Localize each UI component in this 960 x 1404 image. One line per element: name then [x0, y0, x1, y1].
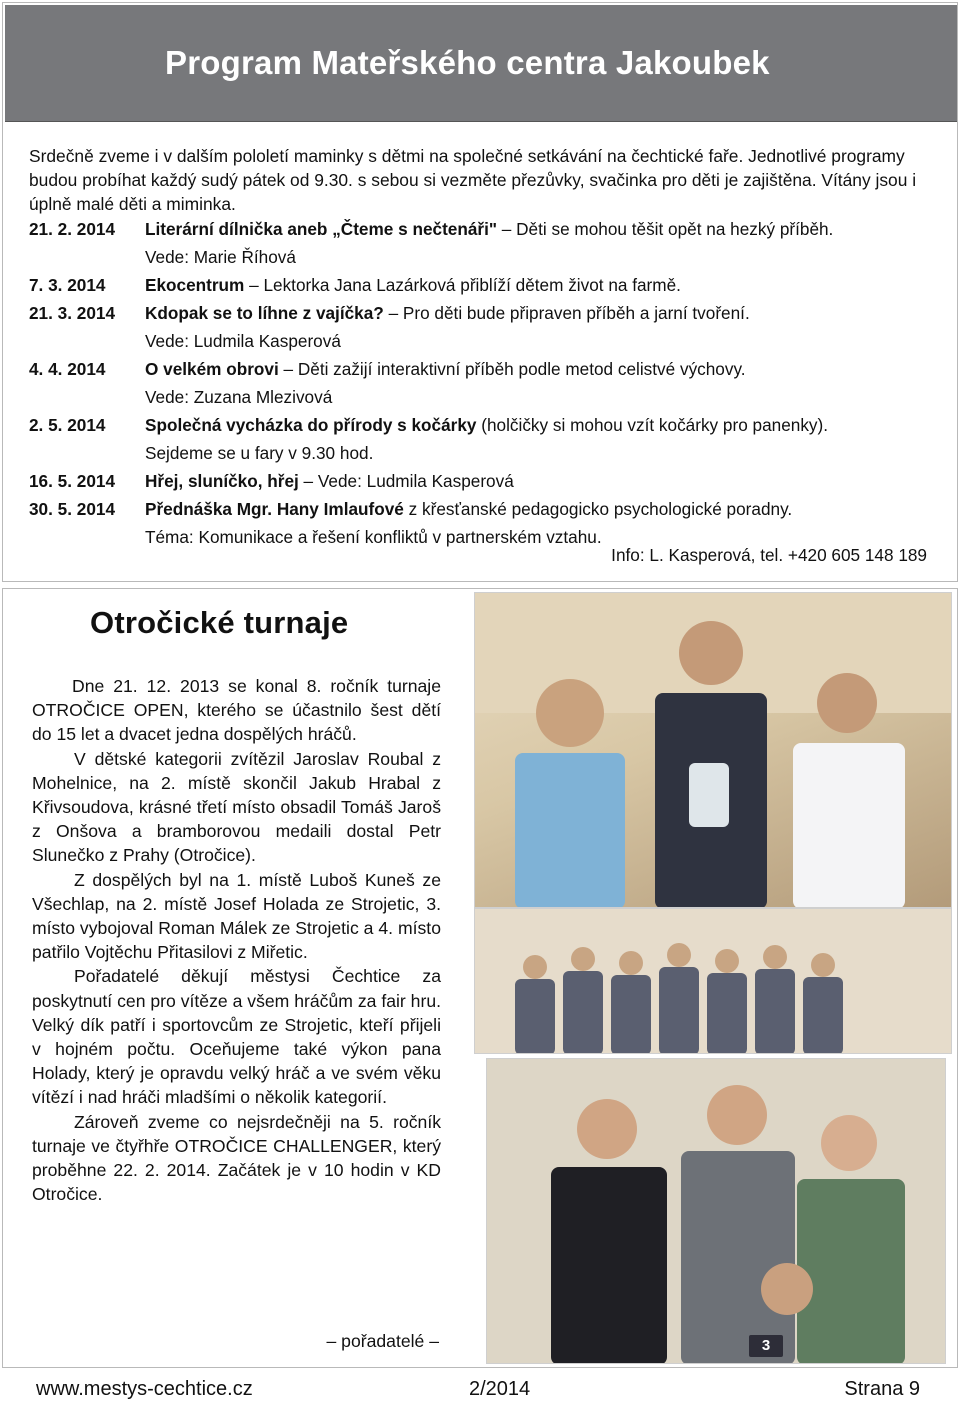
footer-page-number: Strana 9 — [844, 1378, 920, 1400]
article-paragraph: Pořadatelé děkují městysi Čechtice za poskytnutí cen pro vítěze a všem hráčům za fair hru. Velký dík patří i sportovcům ze Strojetic, kteří přijeli v hojném počtu. Oceňujeme také výkon pana Holady, který je opravdu velký hráč a ve svém věku vítězí i nad hráči mladšími o několik kategorií. — [32, 966, 441, 1108]
program-row — [29, 440, 934, 468]
program-row — [29, 216, 934, 244]
program-row — [29, 300, 934, 328]
footer-issue: 2/2014 — [469, 1378, 531, 1400]
article-paragraph: Zároveň zveme co nejsrdečněji na 5. ročník turnaje ve čtyřhře OTROČICE CHALLENGER, který proběhne 22. 2. 2014. Začátek je v 10 hodin v KD Otročice. — [32, 1111, 441, 1205]
program-row — [29, 328, 934, 356]
program-date: 4. 4. 2014 — [29, 359, 106, 379]
program-description: Sejdeme se u fary v 9.30 hod. — [145, 443, 374, 463]
program-date — [29, 384, 145, 412]
program-description: – Děti se mohou těšit opět na hezký příběh. — [497, 219, 834, 239]
program-list — [29, 216, 934, 552]
program-date: 30. 5. 2014 — [29, 499, 116, 519]
program-title: Společná vycházka do přírody s kočárky — [145, 415, 477, 435]
article-paragraph: V dětské kategorii zvítězil Jaroslav Roubal z Mohelnice, na 2. místě skončil Jakub Hrabal z Křivsoudova, krásné třetí místo obsadil Tomáš Jaroš z Onšova a bramborovou medaili dostal Petr Slunečko z Prahy (Otročice). — [32, 748, 441, 866]
program-row — [29, 356, 934, 384]
page-title: Program Mateřského centra Jakoubek — [165, 44, 770, 81]
program-title: Ekocentrum — [145, 275, 245, 295]
program-date — [29, 440, 145, 468]
program-date: 16. 5. 2014 — [29, 471, 116, 491]
article-paragraph: Dne 21. 12. 2013 se konal 8. ročník turnaje OTROČICE OPEN, kterého se účastnilo šest dětí do 15 let a dvacet jedna dospělých hráčů. — [32, 676, 441, 745]
program-date — [29, 244, 145, 272]
header-banner — [5, 5, 957, 122]
photo-group-icon — [475, 909, 952, 1054]
program-row — [29, 468, 934, 496]
intro-paragraph: Srdečně zveme i v dalším pololetí maminky s dětmi na společné setkávání na čechtické faře. Jednotlivé programy budou probíhat každý sudý pátek od 9.30. s sebou si vezměte přezůvky, svačinka pro děti je zajištěna. Vítány jsou i úplně malé děti a miminka. — [29, 146, 917, 214]
program-description: – Pro děti bude připraven příběh a jarní tvoření. — [383, 303, 750, 323]
program-description: – Lektorka Jana Lazárková přiblíží dětem život na farmě. — [244, 275, 681, 295]
photo-junior-winners — [474, 592, 952, 908]
program-date: 7. 3. 2014 — [29, 275, 106, 295]
tournament-article — [32, 674, 441, 1206]
program-description: – Děti zažijí interaktivní příběh podle metod celistvé výchovy. — [278, 359, 746, 379]
program-title: O velkém obrovi — [145, 359, 279, 379]
photo-group — [474, 908, 952, 1054]
program-title: Přednáška Mgr. Hany Imlaufové — [145, 499, 404, 519]
photo-adult-winners — [486, 1058, 946, 1364]
article-paragraph: Z dospělých byl na 1. místě Luboš Kuneš ze Všechlap, na 2. místě Josef Holada ze Strojetic, 3. místo vybojoval Roman Málek ze Strojetic a 4. místo patřilo Vojtěchu Přitasilovi z Miřetic. — [32, 869, 441, 963]
program-title: Kdopak se to líhne z vajíčka? — [145, 303, 384, 323]
program-description: Téma: Komunikace a řešení konfliktů v partnerském vztahu. — [145, 527, 602, 547]
footer-website[interactable]: www.mestys-cechtice.cz — [36, 1378, 253, 1400]
tournament-title: Otročické turnaje — [90, 605, 349, 640]
program-date: 21. 2. 2014 — [29, 219, 116, 239]
program-description: z křesťanské pedagogicko psychologické poradny. — [403, 499, 793, 519]
program-description: Vede: Marie Říhová — [145, 247, 296, 267]
program-description: Vede: Zuzana Mlezivová — [145, 387, 333, 407]
program-row — [29, 412, 934, 440]
program-title: Hřej, sluníčko, hřej — [145, 471, 299, 491]
page-footer — [36, 1377, 920, 1401]
program-date: 21. 3. 2014 — [29, 303, 116, 323]
article-signature: – pořadatelé – — [326, 1331, 439, 1351]
program-date — [29, 328, 145, 356]
contact-info: Info: L. Kasperová, tel. +420 605 148 189 — [611, 545, 927, 565]
photo-adult-winners-icon — [487, 1059, 946, 1364]
program-description: (holčičky si mohou vzít kočárky pro panenky). — [476, 415, 829, 435]
program-title: Literární dílnička aneb „Čteme s nečtenáři" — [145, 219, 498, 239]
program-row — [29, 496, 934, 524]
program-description: – Vede: Ludmila Kasperová — [298, 471, 514, 491]
program-date: 2. 5. 2014 — [29, 415, 106, 435]
program-description: Vede: Ludmila Kasperová — [145, 331, 341, 351]
photo-number: 3 — [749, 1335, 783, 1357]
program-row — [29, 272, 934, 300]
photo-junior-winners-icon — [475, 593, 952, 908]
program-row — [29, 384, 934, 412]
program-row — [29, 244, 934, 272]
